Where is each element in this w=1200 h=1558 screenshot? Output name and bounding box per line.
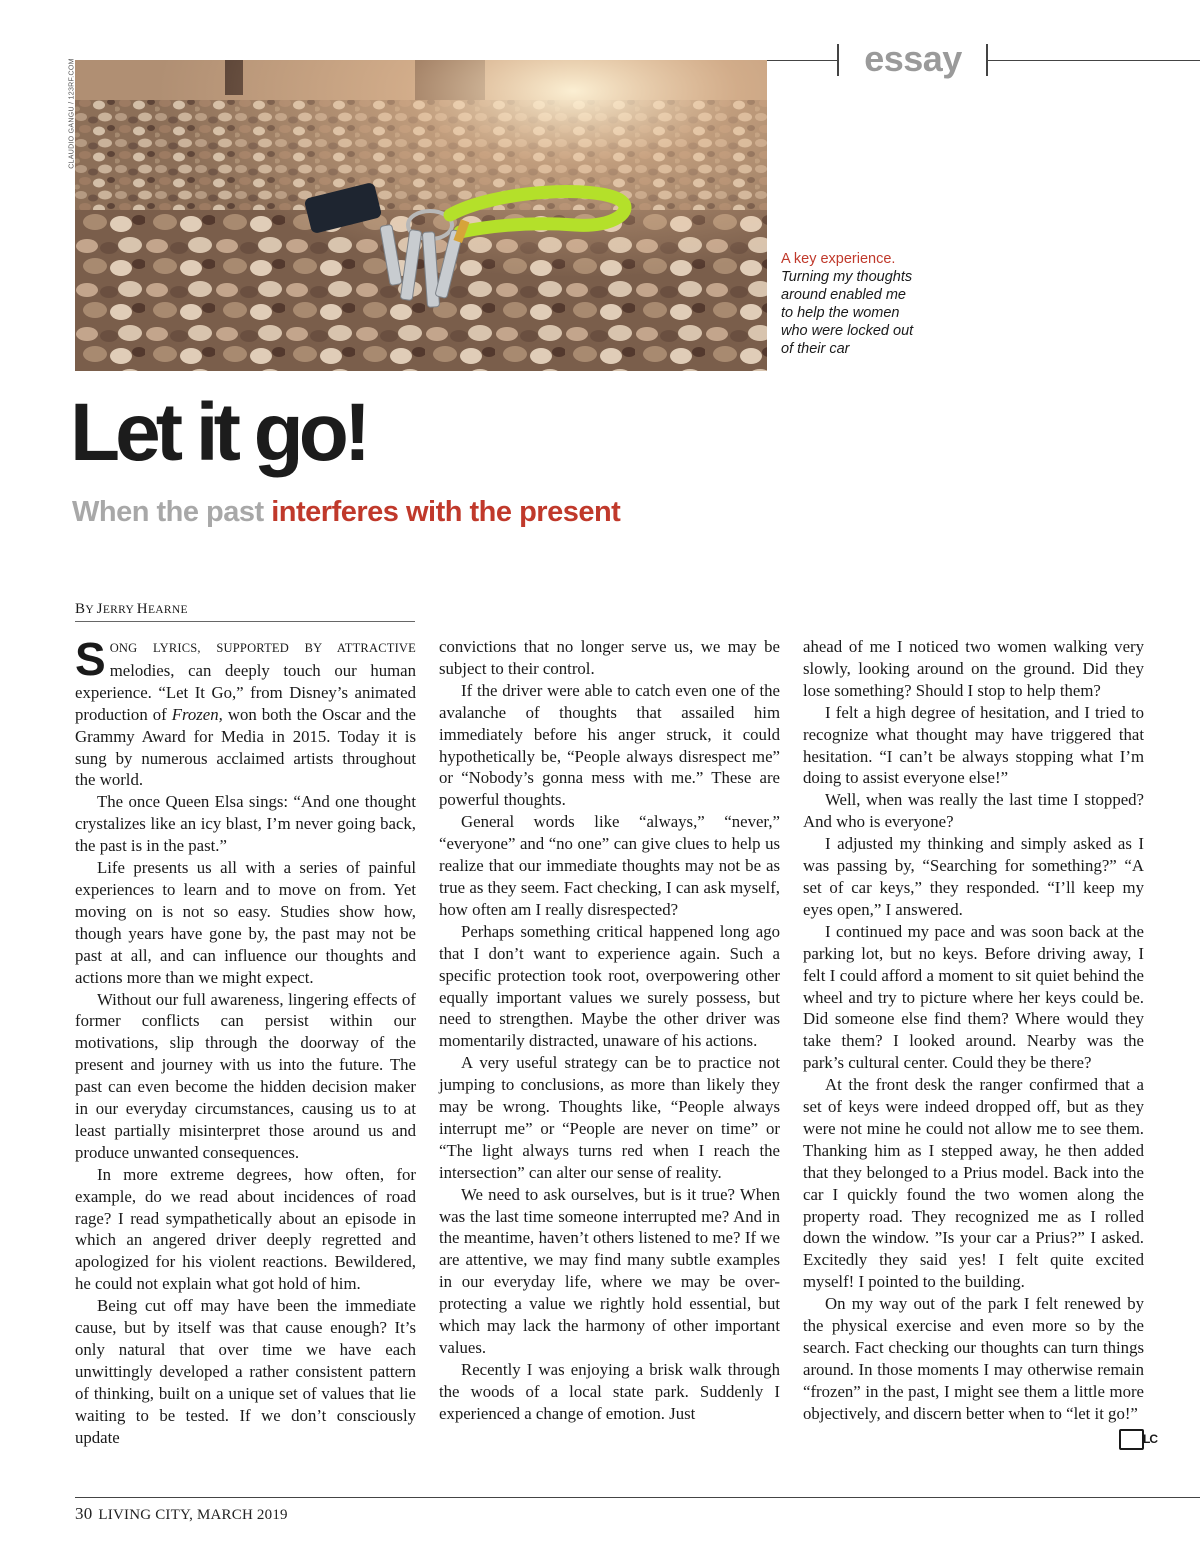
paragraph: If the driver were able to catch even one of the avalanche of thoughts that assailed him immediately before his anger struck, it could hypothetically be, “People always disrespect me” or “Nobody’s gonna mess with me.” These are powerful thoughts. xyxy=(439,680,780,810)
drop-cap: S xyxy=(75,633,106,685)
article-deck xyxy=(72,497,620,529)
body-column-3 xyxy=(803,636,1157,1450)
header-rule-right xyxy=(988,60,1200,61)
section-label: essay xyxy=(864,38,962,79)
paragraph: Life presents us all with a series of painful experiences to learn and to move on from. Yet moving on is not so easy. Studies show how, though years have gone by, the past may not be past at all, and can influence our thoughts and actions more than we might expect. xyxy=(75,858,416,987)
byline-by-rest: Y xyxy=(85,604,97,616)
paragraph xyxy=(75,633,417,791)
paragraph: I continued my pace and was soon back at the parking lot, but no keys. Before driving away, I felt I could afford a moment to sit quiet behind the wheel and try to picture where her keys could be. Did someone else find them? Where would they take them? I looked around. Nearby was the park’s cultural center. Could they be there? xyxy=(803,921,1144,1073)
footer-rule xyxy=(75,1497,1200,1498)
page-footer xyxy=(75,1504,288,1524)
paragraph: ahead of me I noticed two women walking very slowly, looking around on the ground. Did they lose something? Should I stop to help them? xyxy=(803,637,1144,700)
body-column-1 xyxy=(75,633,417,1449)
paragraph: A very useful strategy can be to practice not jumping to conclusions, as more than likely they may be wrong. Thoughts like, “People always interrupt me” or “People are never on time” or “The light always turns red when I reach the intersection” can alter our sense of reality. xyxy=(439,1053,780,1182)
paragraph: At the front desk the ranger confirmed that a set of keys were indeed dropped off, but as they were not mine he could not allow me to see them. Thanking him as I stepped away, he then added that they belonged to a Prius model. Back into the car I quickly found the two women along the property road. They recognized me as I rolled down the window. ”Is your car a Prius?” I asked. Excitedly they said yes! I felt quite excited myself! I pointed to the building. xyxy=(803,1075,1144,1292)
byline-first-rest: ERRY xyxy=(102,604,137,616)
paragraph: I adjusted my thinking and simply asked as I was passing by, “Searching for something?” “A set of car keys,” they responded. “I’ll keep my eyes open,” I answered. xyxy=(803,834,1144,919)
photo-credit: CLAUDIO GANGU / 123RF.COM xyxy=(68,58,76,169)
header-divider xyxy=(837,44,839,76)
paragraph: In more extreme degrees, how often, for example, do we read about incidences of road rage? I read sympathetically about an episode in which an angered driver deeply regretted and apologized for his violent reactions. Bewildered, he could not explain what got hold of him. xyxy=(75,1164,416,1294)
paragraph: The once Queen Elsa sings: “And one thought crystalizes like an icy blast, I’m never going back, the past is in the past.” xyxy=(75,792,416,856)
paragraph: I felt a high degree of hesitation, and I tried to recognize what thought may have triggered that hesitation. “I can’t be always stopping what I’m doing to assist everyone else!” xyxy=(803,702,1144,788)
paragraph-text: won both the Oscar and the Grammy Award for Media in 2015. Today it is sung by numerous acclaimed artists throughout the world. xyxy=(75,704,417,790)
deck-red-part: interferes with the present xyxy=(271,496,621,528)
paragraph: Being cut off may have been the immediate cause, but by itself was that cause enough? It’s only natural that over time we have each unwittingly developed a rather consistent pattern of thinking, built on a unique set of values that lie waiting to be tested. If we don’t consciously update xyxy=(75,1296,416,1447)
article-photo xyxy=(75,60,767,371)
byline xyxy=(75,601,415,622)
caption-lead: A key experience. xyxy=(781,251,896,267)
paragraph: Well, when was really the last time I stopped? And who is everyone? xyxy=(803,790,1144,832)
paragraph: Without our full awareness, lingering effects of former conflicts can persist within our motivations, slip through the doorway of the present and journey with us into the future. The past can even become the hidden decision maker in our everyday circumstances, causing us to at least partially misinterpret those around us and produce unwanted consequences. xyxy=(75,989,416,1162)
byline-first-initial: J xyxy=(96,601,103,617)
publication-info: LIVING CITY, MARCH 2019 xyxy=(98,1507,288,1523)
paragraph xyxy=(803,1293,1157,1446)
paragraph-text: On my way out of the park I felt renewed by the physical exercise and even more so by the search. Fact checking our thoughts can turn things around. In those moments I may otherwise remain “frozen” in the past, I might see them a little more objectively, and discern better when to “let it go!” xyxy=(803,1294,1144,1423)
article-headline: Let it go! xyxy=(70,387,367,478)
paragraph: We need to ask ourselves, but is it true? When was the last time someone interrupted me? And in the meantime, haven’t others listened to me? If we are attentive, we may find many subtle examples in our everyday life, where we may be over-protecting a value we rightly hold essential, but which may lack the harmony of other important values. xyxy=(439,1184,780,1357)
paragraph: Perhaps something critical happened long ago that I don’t want to experience again. Such a specific protection took root, overpowering other equally important values we surely possess, but need to strengthen. Maybe the other driver was momentarily distracted, unaware of his actions. xyxy=(439,921,780,1051)
body-column-2 xyxy=(439,636,780,1425)
paragraph: Recently I was enjoying a brisk walk through the woods of a local state park. Suddenly I experienced a change of emotion. Just xyxy=(439,1359,780,1423)
caption-body: Turning my thoughts around enabled me to help the women who were locked out of their car xyxy=(781,269,914,357)
paragraph: convictions that no longer serve us, we may be subject to their control. xyxy=(439,637,780,678)
paragraph-text: melodies, can deeply touch our human experience. “Let It Go,” from Disney’s animated production of xyxy=(75,660,416,724)
deck-grey-part: When the past xyxy=(72,496,264,528)
lead-in: ONG LYRICS, SUPPORTED BY ATTRACTIVE xyxy=(109,641,416,655)
italic-title: Frozen, xyxy=(171,704,223,724)
end-mark-icon: LC xyxy=(1119,1429,1144,1450)
keys-on-gravel-image xyxy=(75,60,767,371)
paragraph: General words like “always,” “never,” “everyone” and “no one” can give clues to help us realize that our immediate thoughts may not be as true as they seem. Fact checking, I can ask myself, how often am I really disrespected? xyxy=(439,812,780,919)
byline-last-rest: EARNE xyxy=(147,604,188,616)
byline-by-initial: B xyxy=(75,601,86,617)
page-number: 30 xyxy=(75,1504,93,1523)
byline-last-initial: H xyxy=(136,601,148,617)
photo-caption xyxy=(781,250,921,358)
